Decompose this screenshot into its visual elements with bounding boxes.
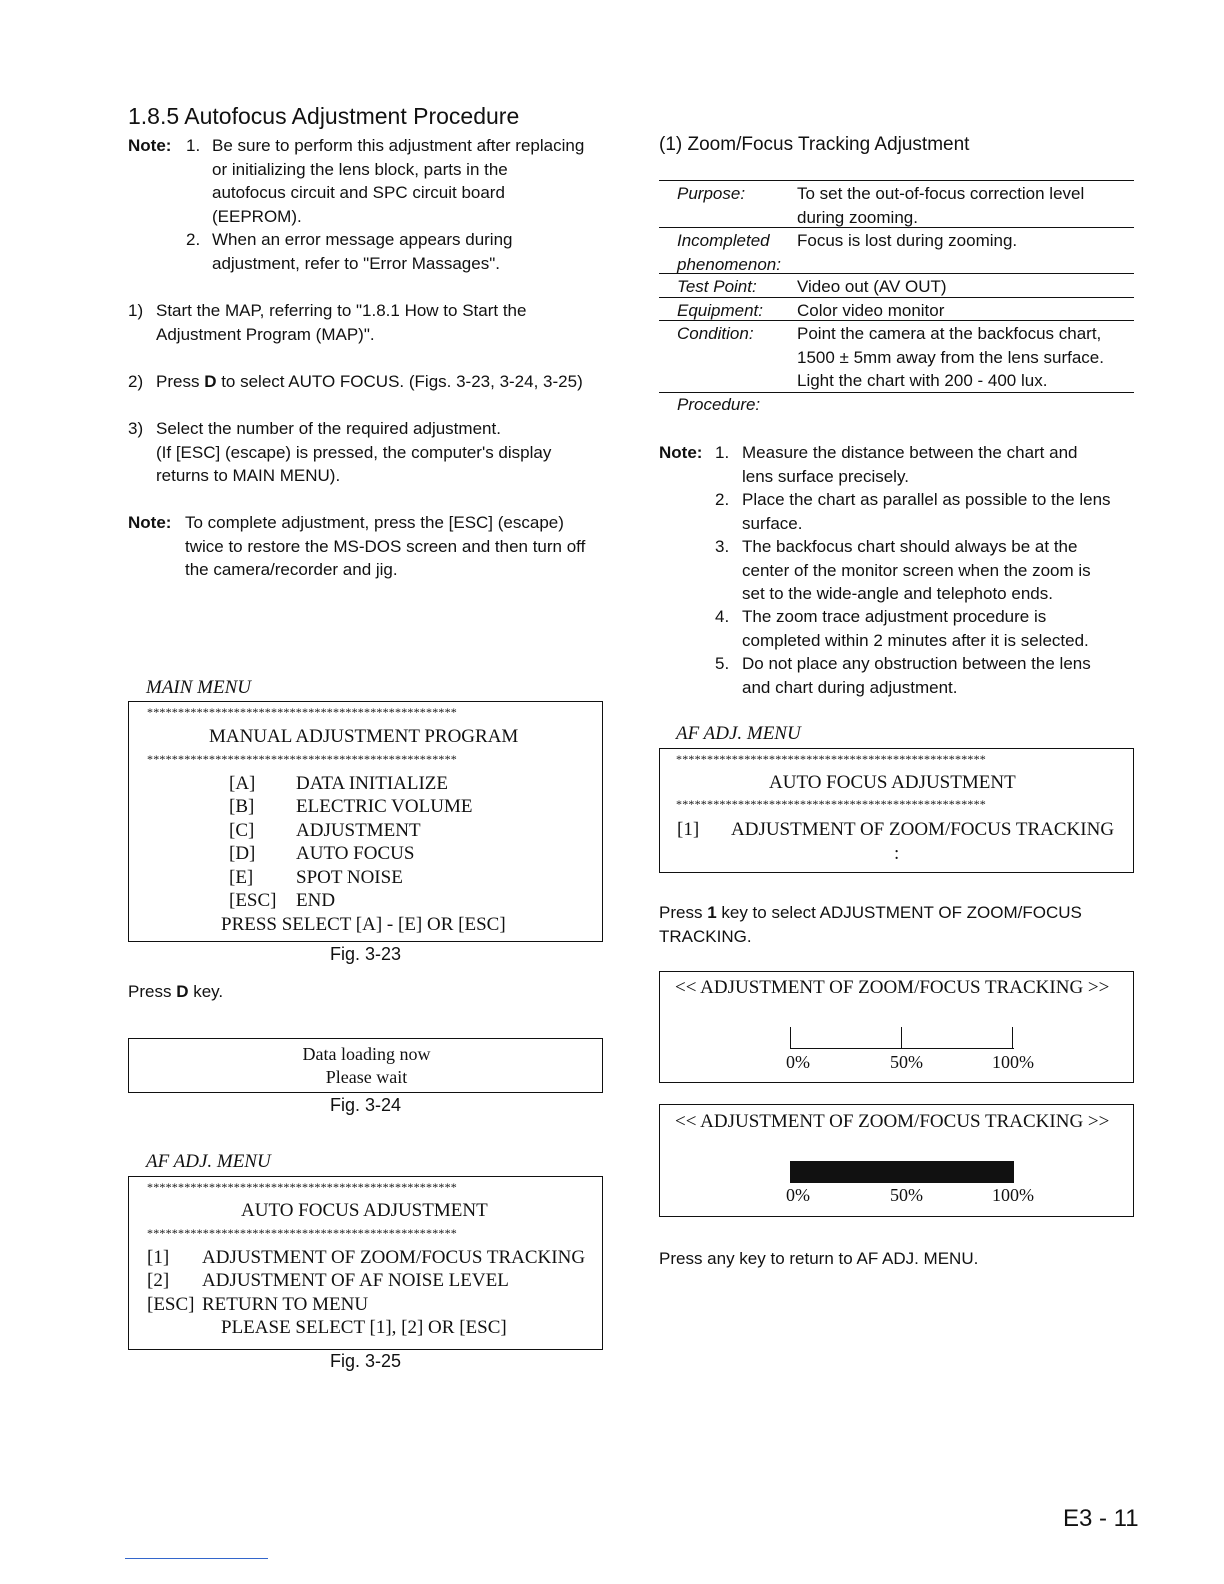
rnote-5-text: Do not place any obstruction between the lens and chart during adjustment. [742,654,1091,697]
page-number: E3 - 11 [1063,1505,1139,1532]
progress-label-0: 0% [786,1052,810,1072]
progress-screen-start [659,971,1134,1083]
progress-label-50: 50% [890,1185,923,1205]
note-1-number: 1. [186,136,201,155]
menu-item-electric-volume: ELECTRIC VOLUME [296,796,473,817]
rnote-4-text: The zoom trace adjustment procedure is completed within 2 minutes after it is selected. [742,607,1089,650]
progress-title: << ADJUSTMENT OF ZOOM/FOCUS TRACKING >> [675,1111,1110,1132]
progress-label-100: 100% [992,1185,1034,1205]
menu-key-a: [A] [229,773,256,794]
menu-item-auto-focus: AUTO FOCUS [296,843,415,864]
af-menu-label: AF ADJ. MENU [676,723,801,744]
stars-divider: ************************************************** [147,752,457,766]
progress-title: << ADJUSTMENT OF ZOOM/FOCUS TRACKING >> [675,977,1110,998]
main-menu-label: MAIN MENU [146,677,252,698]
note-label: Note: [659,443,703,462]
af-key-esc: [ESC] [147,1294,195,1315]
footer-link-rule [125,1558,268,1559]
menu-item-adjustment: ADJUSTMENT [296,820,421,841]
condition-label: Condition: [677,324,754,343]
rnote-1-text: Measure the distance between the chart and lens surface precisely. [742,443,1078,486]
loading-line-1: Data loading now [302,1044,431,1064]
note-label: Note: [128,136,172,155]
step-1-text: Start the MAP, referring to "1.8.1 How to Start the Adjustment Program (MAP)". [156,301,527,344]
note-2-text: When an error message appears during adjustment, refer to "Error Massages". [212,230,513,273]
press-1-text: Press 1 key to select ADJUSTMENT OF ZOOM/FOCUS TRACKING. [659,903,1082,946]
af-menu-label: AF ADJ. MENU [146,1151,271,1172]
step-1-number: 1) [128,301,144,320]
rnote-2-number: 2. [715,490,730,509]
af-item-zoom-focus: ADJUSTMENT OF ZOOM/FOCUS TRACKING [731,819,1115,840]
ellipsis-mark: : [894,843,900,864]
progress-bar-full [790,1161,1014,1183]
bar-tick-50 [901,1027,902,1049]
progress-bar-empty [790,1027,1014,1049]
note-2-label: Note: [128,513,172,532]
af-menu-screen [128,1176,603,1350]
stars-divider: ************************************************** [147,1180,457,1194]
stars-divider: ************************************************** [147,1226,457,1240]
menu-key-e: [E] [229,867,254,888]
progress-screen-complete [659,1104,1134,1217]
menu-key-c: [C] [229,820,255,841]
af-item-return: RETURN TO MENU [202,1294,369,1315]
note-2-number: 2. [186,230,201,249]
af-menu-title: AUTO FOCUS ADJUSTMENT [769,772,1016,793]
rnote-4-number: 4. [715,607,730,626]
bar-tick-100 [1012,1027,1013,1049]
menu-item-data-initialize: DATA INITIALIZE [296,773,449,794]
press-d-text: Press D key. [128,982,224,1001]
af-key-1: [1] [147,1247,170,1268]
loading-line-2: Please wait [325,1067,408,1087]
equipment-label: Equipment: [677,301,763,320]
return-instruction: Press any key to return to AF ADJ. MENU. [659,1249,979,1268]
menu-item-end: END [296,890,336,911]
af-key-2: [2] [147,1270,170,1291]
main-menu-prompt: PRESS SELECT [A] - [E] OR [ESC] [221,914,506,935]
rnote-3-number: 3. [715,537,730,556]
progress-fill [790,1161,1014,1183]
fig-caption: Fig. 3-24 [329,1095,402,1115]
purpose-value: To set the out-of-focus correction level during zooming. [797,184,1085,227]
test-point-value: Video out (AV OUT) [797,277,947,296]
rnote-1-number: 1. [715,443,730,462]
note-2-body: To complete adjustment, press the [ESC] (escape) twice to restore the MS-DOS screen and then turn off the camera/recorder and jig. [185,513,586,579]
rnote-3-text: The backfocus chart should always be at the center of the monitor screen when the zoom is set to the wide-angle and telephoto ends. [742,537,1091,603]
rnote-2-text: Place the chart as parallel as possible to the lens surface. [742,490,1111,533]
menu-key-d: [D] [229,843,256,864]
table-rule [659,273,1134,274]
step-2-number: 2) [128,372,144,391]
progress-label-50: 50% [890,1052,923,1072]
section-heading: 1.8.5 Autofocus Adjustment Procedure [128,103,520,129]
step-2-text: Press D to select AUTO FOCUS. (Figs. 3-23, 3-24, 3-25) [156,372,583,391]
menu-key-esc: [ESC] [229,890,277,911]
af-item-zoom-focus: ADJUSTMENT OF ZOOM/FOCUS TRACKING [202,1247,586,1268]
phenomenon-label: Incompleted phenomenon: [677,231,781,274]
af-menu-prompt: PLEASE SELECT [1], [2] OR [ESC] [221,1317,507,1338]
subsection-heading: (1) Zoom/Focus Tracking Adjustment [659,134,970,155]
bar-baseline [790,1048,1014,1049]
main-menu-screen [128,701,603,942]
step-3-text: Select the number of the required adjustment. (If [ESC] (escape) is pressed, the computer's display returns to MAIN MENU). [156,419,552,485]
stars-divider: ************************************************** [676,797,986,811]
af-key-1: [1] [677,819,700,840]
progress-label-100: 100% [992,1052,1034,1072]
rnote-5-number: 5. [715,654,730,673]
progress-label-0: 0% [786,1185,810,1205]
purpose-label: Purpose: [677,184,746,203]
table-rule [659,227,1134,228]
stars-divider: ************************************************** [147,705,457,719]
af-item-af-noise: ADJUSTMENT OF AF NOISE LEVEL [202,1270,509,1291]
table-rule [659,180,1134,181]
test-point-label: Test Point: [677,277,757,296]
procedure-label: Procedure: [677,395,761,414]
bar-tick-0 [790,1027,791,1049]
menu-key-b: [B] [229,796,255,817]
fig-caption: Fig. 3-25 [329,1351,402,1371]
af-menu-screen-right [659,748,1134,873]
loading-screen [128,1038,603,1093]
note-1-text: Be sure to perform this adjustment after replacing or initializing the lens block, parts in the autofocus circuit and SPC circuit board (EEPROM). [212,136,585,226]
table-rule [659,320,1134,321]
menu-item-spot-noise: SPOT NOISE [296,867,403,888]
fig-caption: Fig. 3-23 [329,944,402,964]
stars-divider: ************************************************** [676,752,986,766]
equipment-value: Color video monitor [797,301,945,320]
phenomenon-value: Focus is lost during zooming. [797,231,1018,250]
condition-value: Point the camera at the backfocus chart, 1500 ± 5mm away from the lens surface. Light the chart with 200 - 400 lux. [797,324,1104,390]
main-menu-title: MANUAL ADJUSTMENT PROGRAM [209,726,519,747]
af-menu-title: AUTO FOCUS ADJUSTMENT [241,1200,488,1221]
step-3-number: 3) [128,419,144,438]
table-rule [659,297,1134,298]
